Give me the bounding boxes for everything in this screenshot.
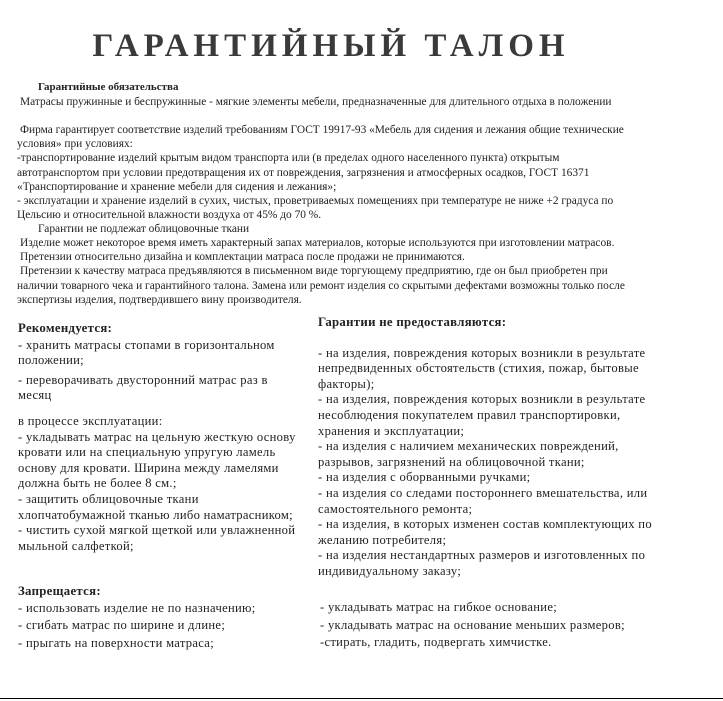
list-item: - использовать изделие не по назначению;: [18, 600, 256, 615]
list-item: - на изделия, повреждения которых возникли в результате несоблюдения покупателем правил транспортировки, хранения и эксплуатации;: [318, 392, 646, 438]
text-line: условия» при условиях:: [17, 138, 133, 151]
intro-line: Матрасы пружинные и беспружинные - мягкие элементы мебели, предназначенные для длительного отдыха в положении: [20, 96, 612, 108]
list-item: - укладывать матрас на гибкое основание;: [320, 600, 558, 614]
gost-paragraph: [17, 123, 624, 222]
text-line: «Транспортирование и хранение мебели для сидения и лежания»;: [17, 180, 337, 193]
forbidden-section: [18, 584, 308, 651]
list-item: - на изделия, в которых изменен состав комплектующих по желанию потребителя;: [318, 517, 652, 547]
forbidden-section-right: [320, 600, 680, 651]
no-warranty-section: [318, 315, 658, 580]
text-line: Претензии к качеству матраса предъявляются в письменном виде торгующему предприятию, где он был приобретен при: [20, 265, 608, 278]
list-item: - сгибать матрас по ширине и длине;: [18, 618, 226, 633]
recommended-header: Рекомендуется:: [18, 321, 113, 335]
list-item: - на изделия нестандартных размеров и изготовленных по индивидуальному заказу;: [318, 548, 646, 578]
notes-paragraph: [17, 236, 625, 307]
list-item: - на изделия с оборванными ручками;: [318, 470, 531, 485]
list-item: - укладывать матрас на основание меньших размеров;: [320, 617, 625, 632]
text-line: экспертизы изделия, подтвердившего вину производителя.: [17, 293, 302, 306]
list-item: -стирать, гладить, подвергать химчистке.: [320, 635, 552, 650]
text-line: -транспортирование изделий крытым видом транспорта или (в пределах одного населенного пункта) открытым: [17, 152, 560, 165]
bottom-border: [0, 698, 723, 699]
fabric-note: Гарантии не подлежат облицовочные ткани: [38, 223, 250, 235]
list-item: в процессе эксплуатации:: [18, 413, 163, 428]
obligations-header: Гарантийные обязательства: [38, 81, 179, 93]
text-line: - эксплуатации и хранение изделий в сухих, чистых, проветриваемых помещениях при температуре не ниже +2 градуса по: [17, 195, 614, 208]
list-item: - на изделия, повреждения которых возникли в результате непредвиденных обстоятельств (стихия, пожар, бытовые факторы);: [318, 345, 646, 391]
text-line: Изделие может некоторое время иметь характерный запах материалов, которые используются при изготовлении матрасов.: [20, 237, 615, 249]
text-line: наличии товарного чека и гарантийного талона. Замена или ремонт изделия со скрытыми дефектами возможны только после: [17, 279, 625, 292]
list-item: - чистить сухой мягкой щеткой или увлажненной мыльной салфеткой;: [18, 523, 296, 553]
list-item: - на изделия со следами постороннего вмешательства, или самостоятельного ремонта;: [318, 485, 648, 516]
list-item: - укладывать матрас на цельную жесткую основу кровати или на специальную упругую ламель основу для кровати. Ширина между ламелями должна быть не более 8 см.;: [18, 429, 296, 491]
list-item: - хранить матрасы стопами в горизонтальном положении;: [18, 337, 275, 368]
list-item: - переворачивать двусторонний матрас раз в месяц: [18, 372, 268, 403]
list-item: - на изделия с наличием механических повреждений, разрывов, загрязнений на облицовочной ткани;: [318, 439, 619, 469]
page-title: ГАРАНТИЙНЫЙ ТАЛОН: [92, 28, 570, 64]
text-line: Фирма гарантирует соответствие изделий требованиям ГОСТ 19917-93 «Мебель для сидения и лежания общие технические: [20, 124, 624, 136]
recommended-section: [18, 321, 304, 554]
text-line: Претензии относительно дизайна и комплектации матраса после продажи не принимаются.: [20, 251, 465, 264]
text-line: автотранспортом при условии предотвращения их от повреждения, загрязнения и атмосферных осадков, ГОСТ 16371: [17, 166, 590, 179]
list-item: - защитить облицовочные ткани хлопчатобумажной тканью либо наматрасником;: [18, 491, 293, 522]
list-item: - прыгать на поверхности матраса;: [18, 635, 214, 650]
text-line: Цельсию и относительной влажности воздуха от 45% до 70 %.: [17, 209, 322, 222]
no-warranty-header: Гарантии не предоставляются:: [318, 315, 507, 329]
forbidden-header: Запрещается:: [18, 584, 101, 598]
